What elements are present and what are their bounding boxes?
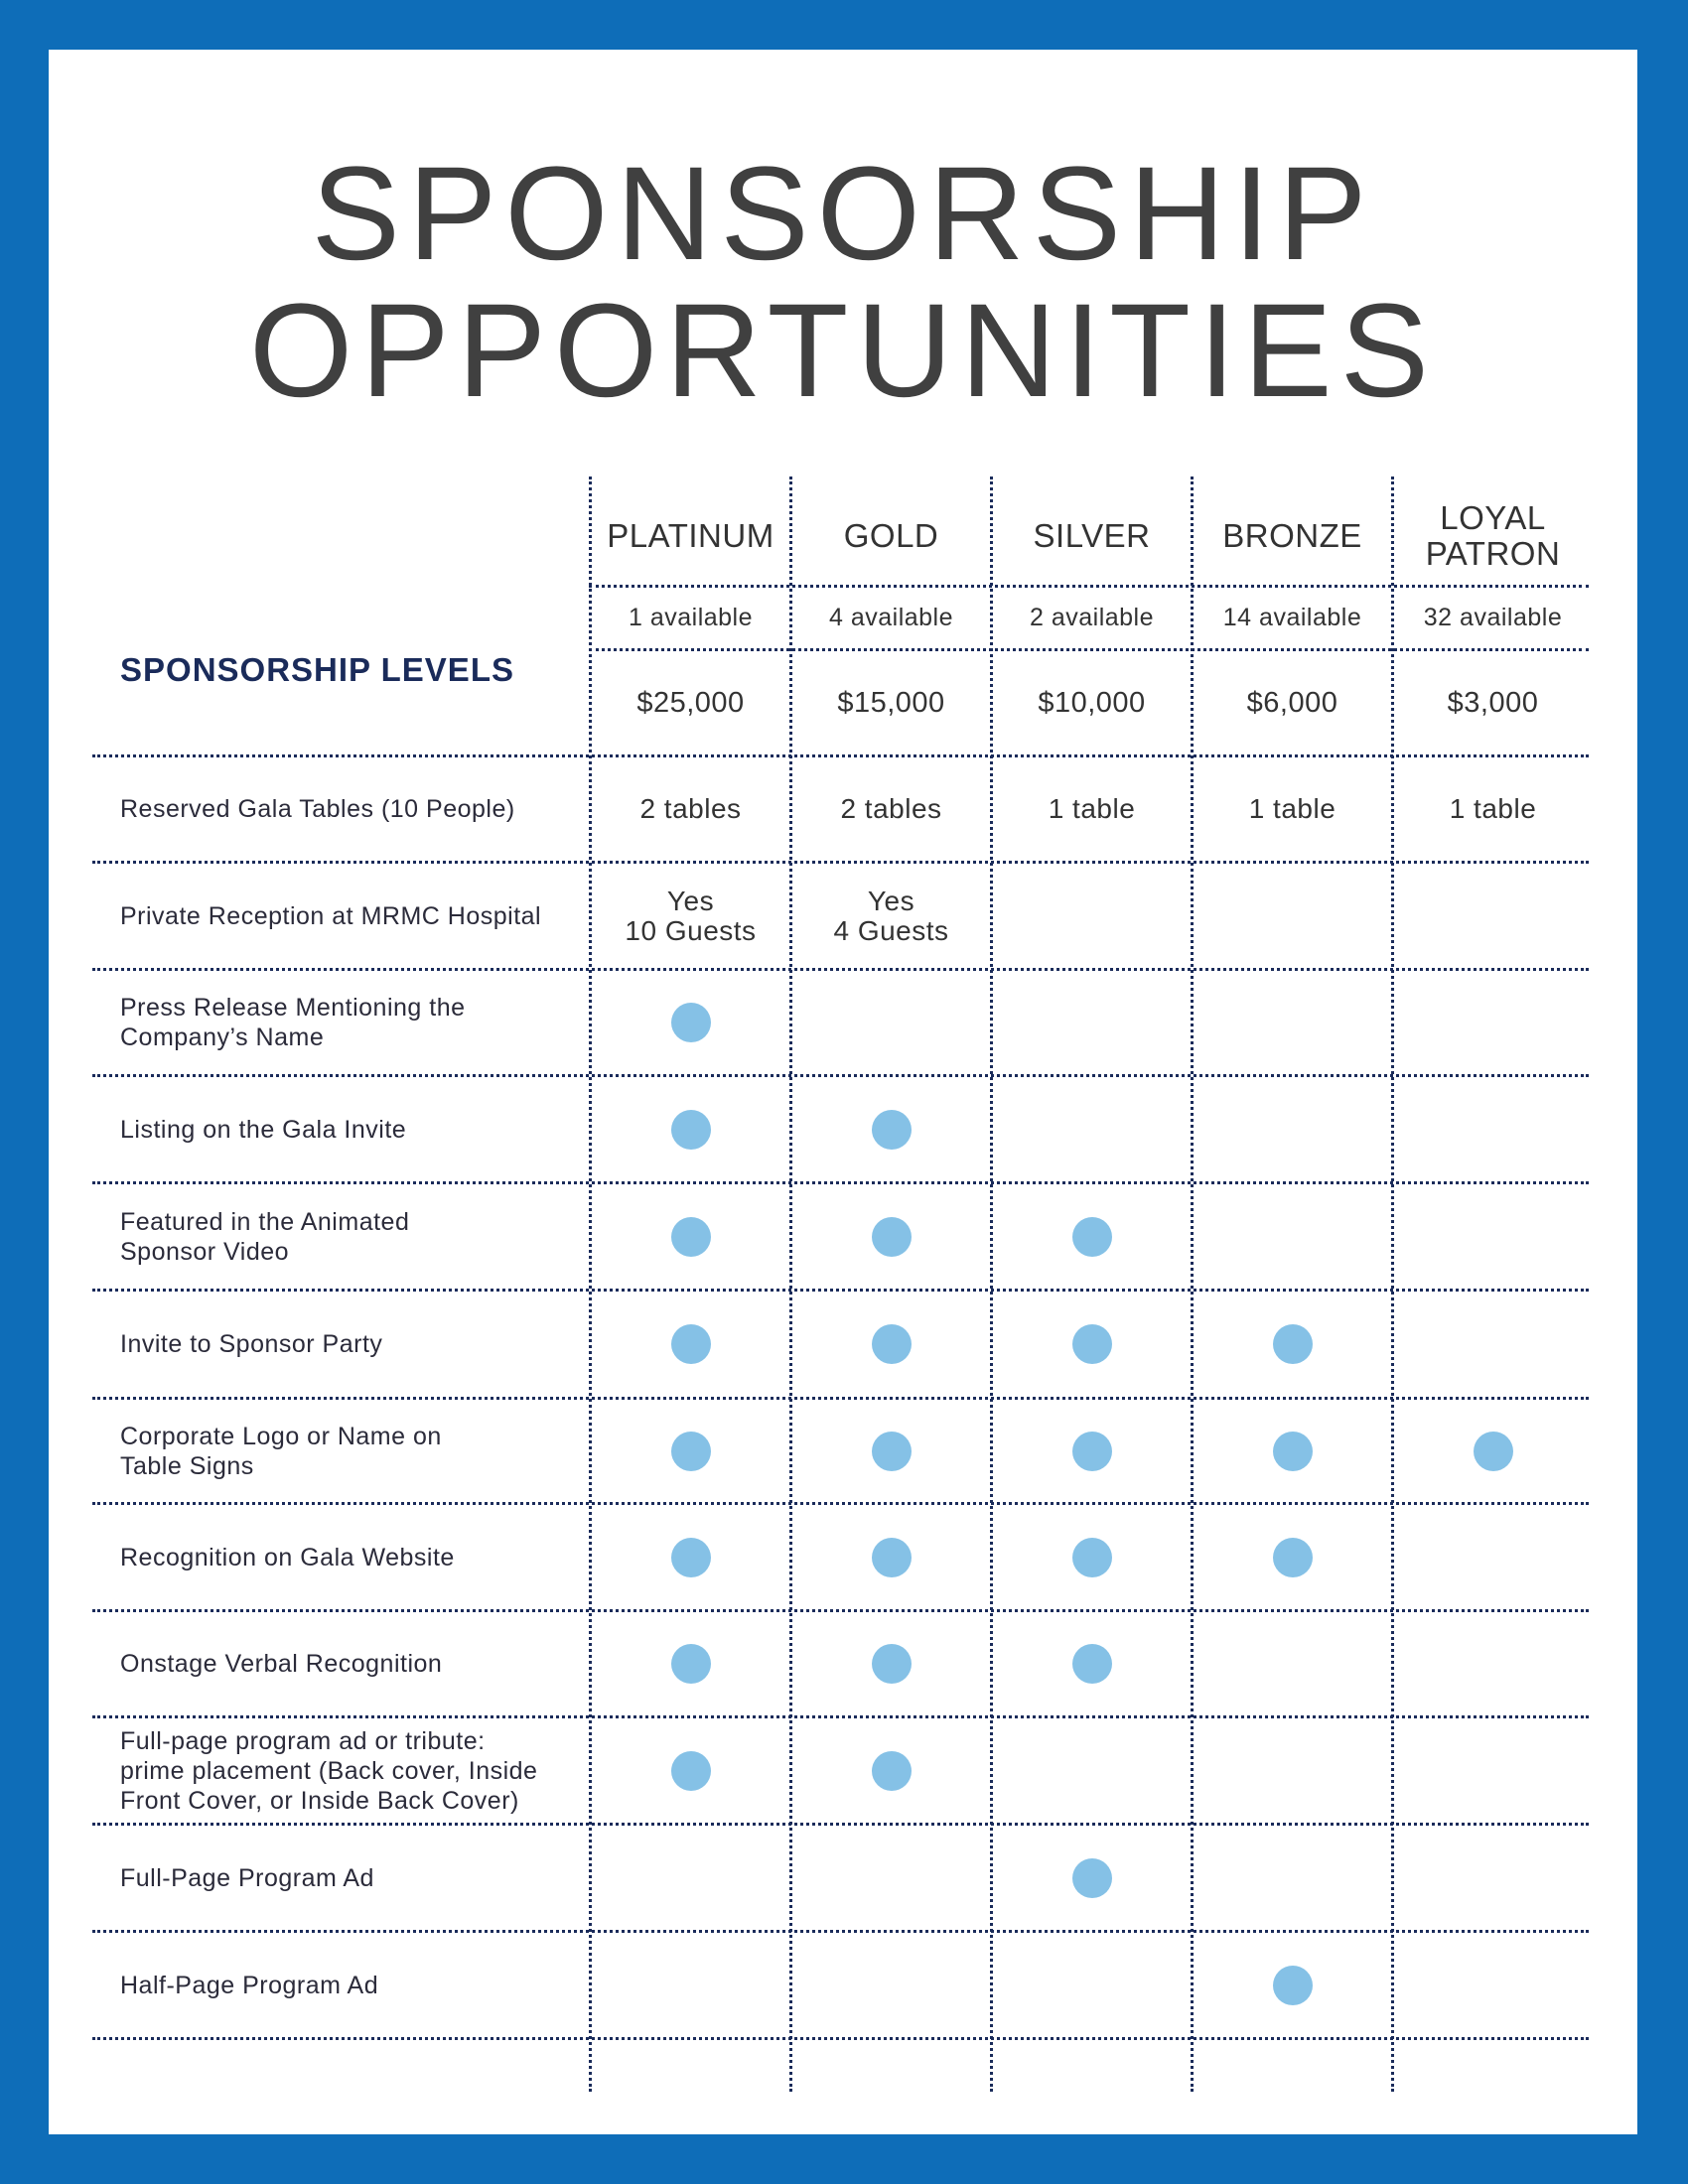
row-label xyxy=(120,1184,607,1289)
benefit-cell xyxy=(1394,864,1592,968)
benefit-cell xyxy=(993,1400,1191,1502)
benefit-cell xyxy=(592,1292,789,1397)
benefit-cell xyxy=(592,971,789,1074)
benefit-cell xyxy=(1394,1184,1592,1289)
tier-availability: 2 available xyxy=(1029,604,1155,631)
benefit-cell xyxy=(592,1505,789,1609)
benefit-cell xyxy=(1194,1184,1391,1289)
benefit-cell xyxy=(993,1292,1191,1397)
benefit-cell xyxy=(1194,971,1391,1074)
included-dot-icon xyxy=(1072,1217,1112,1257)
included-dot-icon xyxy=(1273,1432,1313,1471)
included-dot-icon xyxy=(671,1110,711,1150)
benefit-cell xyxy=(1194,1400,1391,1502)
row-label-text: Recognition on Gala Website xyxy=(120,1543,455,1571)
included-dot-icon xyxy=(1474,1432,1513,1471)
benefit-cell xyxy=(592,1184,789,1289)
included-dot-icon xyxy=(872,1538,912,1577)
benefit-cell xyxy=(1194,1505,1391,1609)
benefit-cell xyxy=(1394,1077,1592,1181)
benefit-cell: 1 table xyxy=(1449,793,1537,824)
row-label xyxy=(120,864,607,968)
tier-price: $15,000 xyxy=(837,686,945,719)
benefit-cell xyxy=(592,1826,789,1930)
row-label-text: Half-Page Program Ad xyxy=(120,1971,379,1999)
row-label-text: Onstage Verbal Recognition xyxy=(120,1650,443,1678)
included-dot-icon xyxy=(671,1324,711,1364)
tier-price: $25,000 xyxy=(636,686,745,719)
included-dot-icon xyxy=(872,1217,912,1257)
row-label-text: Press Release Mentioning the Company’s Name xyxy=(120,994,466,1051)
benefit-cell: 1 table xyxy=(1248,793,1336,824)
benefit-cell xyxy=(792,1826,990,1930)
benefit-cell xyxy=(993,1718,1191,1823)
benefit-cell xyxy=(792,971,990,1074)
row-label-text: Featured in the Animated Sponsor Video xyxy=(120,1207,410,1266)
benefit-cell: Yes 10 Guests xyxy=(625,885,757,946)
included-dot-icon xyxy=(872,1751,912,1791)
tier-price: $3,000 xyxy=(1447,686,1539,719)
included-dot-icon xyxy=(1072,1858,1112,1898)
tier-name-platinum: PLATINUM xyxy=(607,516,774,554)
tier-availability: 14 available xyxy=(1222,604,1362,631)
row-label-text: Private Reception at MRMC Hospital xyxy=(120,901,542,930)
benefit-cell xyxy=(592,1933,789,2037)
benefit-cell xyxy=(592,1612,789,1715)
benefit-cell xyxy=(1194,1933,1391,2037)
tier-availability: 1 available xyxy=(628,604,754,631)
benefit-cell xyxy=(1194,1826,1391,1930)
row-label xyxy=(120,1292,607,1397)
benefit-cell xyxy=(993,971,1191,1074)
included-dot-icon xyxy=(671,1217,711,1257)
row-label-text: Listing on the Gala Invite xyxy=(120,1115,407,1144)
row-label xyxy=(120,1612,607,1715)
included-dot-icon xyxy=(872,1432,912,1471)
tier-name-bronze: BRONZE xyxy=(1222,516,1362,554)
included-dot-icon xyxy=(1273,1966,1313,2005)
benefit-cell: 2 tables xyxy=(639,793,742,824)
benefit-cell xyxy=(1394,1718,1592,1823)
row-label xyxy=(120,1077,607,1181)
row-label xyxy=(120,1933,607,2037)
benefit-cell xyxy=(993,1077,1191,1181)
benefit-cell xyxy=(1394,1826,1592,1930)
benefit-cell xyxy=(792,1400,990,1502)
benefit-cell: Yes 4 Guests xyxy=(833,885,949,946)
benefit-cell xyxy=(1394,1505,1592,1609)
row-divider xyxy=(92,2037,1589,2040)
benefit-cell: 2 tables xyxy=(840,793,942,824)
row-label xyxy=(120,971,607,1074)
included-dot-icon xyxy=(1072,1432,1112,1471)
benefit-cell xyxy=(792,1292,990,1397)
benefit-cell xyxy=(792,1612,990,1715)
row-label xyxy=(120,757,607,861)
benefit-cell xyxy=(1194,1292,1391,1397)
tier-name-silver: SILVER xyxy=(1033,516,1151,554)
included-dot-icon xyxy=(671,1432,711,1471)
benefit-cell xyxy=(1194,864,1391,968)
benefit-cell xyxy=(792,1184,990,1289)
benefit-cell xyxy=(592,1718,789,1823)
benefit-cell xyxy=(993,1184,1191,1289)
benefit-cell xyxy=(993,1933,1191,2037)
included-dot-icon xyxy=(1072,1538,1112,1577)
tier-name-loyal-patron: LOYAL PATRON xyxy=(1425,498,1561,572)
included-dot-icon xyxy=(872,1324,912,1364)
row-label-text: Full-page program ad or tribute: prime placement (Back cover, Inside Front Cover, or Inside Back Cover) xyxy=(120,1726,538,1815)
benefit-cell xyxy=(1394,1933,1592,2037)
benefit-cell xyxy=(792,1505,990,1609)
benefit-cell xyxy=(592,1077,789,1181)
included-dot-icon xyxy=(1072,1324,1112,1364)
title-line-1: SPONSORSHIP xyxy=(311,140,1375,288)
tier-price: $6,000 xyxy=(1246,686,1338,719)
included-dot-icon xyxy=(872,1644,912,1684)
tier-name-gold: GOLD xyxy=(843,516,939,554)
row-label-text: Invite to Sponsor Party xyxy=(120,1330,383,1358)
benefit-cell xyxy=(993,1826,1191,1930)
page xyxy=(49,50,1637,2134)
included-dot-icon xyxy=(1273,1324,1313,1364)
row-label-text: Corporate Logo or Name on Table Signs xyxy=(120,1422,442,1480)
included-dot-icon xyxy=(671,1538,711,1577)
included-dot-icon xyxy=(671,1644,711,1684)
benefit-cell xyxy=(1394,1612,1592,1715)
benefit-cell xyxy=(993,864,1191,968)
included-dot-icon xyxy=(1273,1538,1313,1577)
benefit-cell xyxy=(592,1400,789,1502)
included-dot-icon xyxy=(1072,1644,1112,1684)
included-dot-icon xyxy=(872,1110,912,1150)
row-label-text: Full-Page Program Ad xyxy=(120,1863,374,1892)
row-label xyxy=(120,1826,607,1930)
benefit-cell xyxy=(792,1077,990,1181)
row-label xyxy=(120,1400,607,1502)
benefit-cell xyxy=(993,1612,1191,1715)
included-dot-icon xyxy=(671,1003,711,1042)
included-dot-icon xyxy=(671,1751,711,1791)
benefit-cell xyxy=(1394,971,1592,1074)
benefit-cell xyxy=(792,1933,990,2037)
benefit-cell xyxy=(1394,1292,1592,1397)
tier-availability: 4 available xyxy=(828,604,954,631)
benefit-cell: 1 table xyxy=(1048,793,1136,824)
tier-price: $10,000 xyxy=(1038,686,1146,719)
benefit-cell xyxy=(792,1718,990,1823)
sponsorship-levels-label: SPONSORSHIP LEVELS xyxy=(120,651,514,688)
benefit-cell xyxy=(1194,1612,1391,1715)
row-label-text: Reserved Gala Tables (10 People) xyxy=(120,795,515,823)
benefit-cell xyxy=(1394,1400,1592,1502)
benefit-cell xyxy=(1194,1718,1391,1823)
row-label xyxy=(120,1505,607,1609)
title-line-2: OPPORTUNITIES xyxy=(248,277,1438,425)
tier-availability: 32 available xyxy=(1423,604,1563,631)
benefit-cell xyxy=(993,1505,1191,1609)
sponsorship-table xyxy=(49,50,1637,2134)
row-label xyxy=(120,1718,607,1823)
benefit-cell xyxy=(1194,1077,1391,1181)
